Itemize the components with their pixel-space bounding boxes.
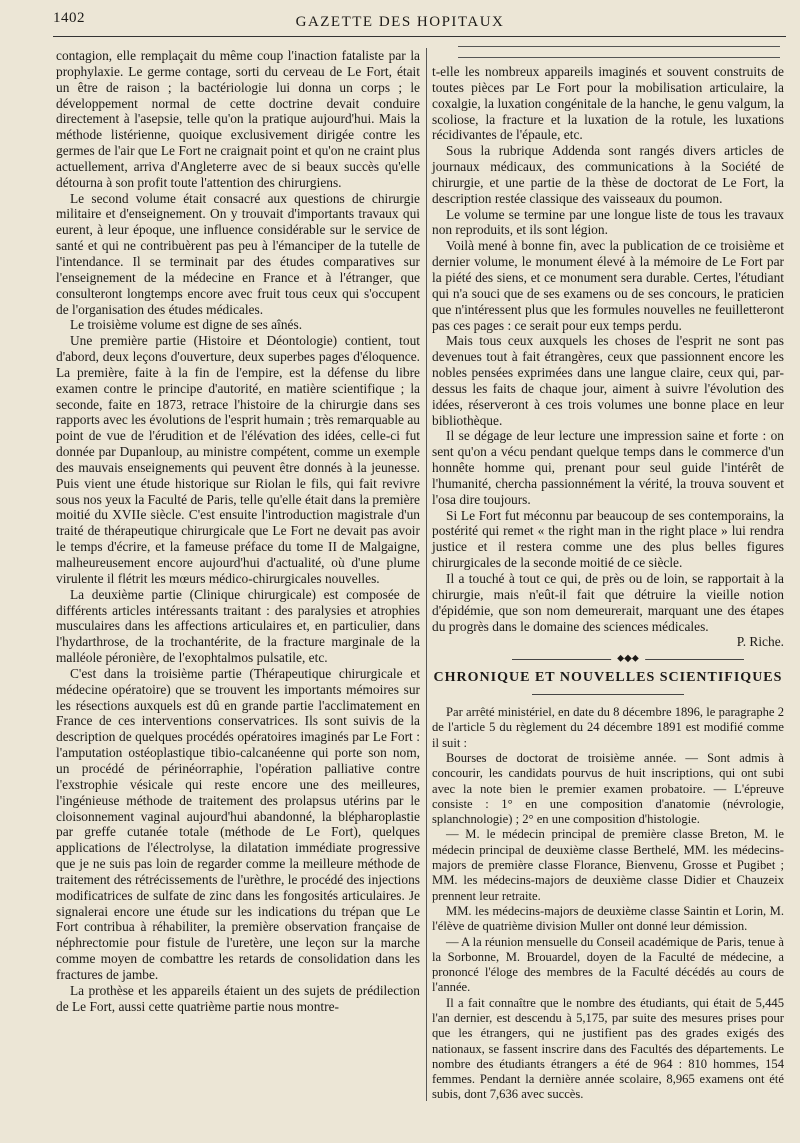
- article-paragraph: C'est dans la troisième partie (Thérapeutique chirurgicale et médecine opératoire) que se trouvent les importants mémoires sur les résections auxquels est dû en grande partie l'acclimatement en France de ces interventions conservatrices. Ils sont suivis de la description de quelques procédés opératoires imaginés par Le Fort : l'amputation ostéoplastique tibio-calcanéenne qui porte son nom, un procédé de périnéorraphie, l'opération palliative contre l'exstrophie vésicale qui reste encore une des meilleures, l'ingénieuse méthode de traitement des prolapsus utérins par le cloisonnement vaginal aujourd'hui abandonné, la blépharoplastie par greffe cutanée totale (méthode de Le Fort), quelques applications de l'électrolyse, la dilatation immédiate progressive que je ne suis pas loin de regarder comme la meilleure méthode de traitement des rétrécissements de l'urèthre, le procédé des injections modificatrices de sulfate de zinc dans les fongosités articulaires. Je signalerai encore une étude sur les indications du trépan que Le Fort contribua à réhabiliter, la première observation française de néphrectomie pour fistule de l'uretère, une leçon sur la marche comme moyen de combattre les retards de consolidation dans les fractures de jambe.: [56, 665, 420, 982]
- article-paragraph: Sous la rubrique Addenda sont rangés divers articles de journaux médicaux, des communications à la Société de chirurgie, et une partie de la thèse de doctorat de Le Fort, la description restée classique des vaisseaux du poumon.: [432, 143, 784, 206]
- article-paragraph: Une première partie (Histoire et Déontologie) contient, tout d'abord, deux leçons d'ouverture, deux superbes pages d'éloquence. La première, faite à la fin de l'empire, est la défense du libre examen contre le principe d'autorité, en matière scientifique ; la seconde, faite en 1873, retrace l'histoire de la chirurgie dans ses rapports avec les évolutions de l'esprit humain ; très remarquable au point de vue de l'érudition et de l'élévation des idées, celle-ci fut donnée par Dupanloup, au ministre compétent, comme un exemple des mauvais enseignements qui peuvent être donnés à la jeunesse. Puis vient une étude historique sur Riolan le fils, qui fait revivre sous nos yeux la Faculté de Paris, telle qu'elle était dans la première moitié du XVIIe siècle. C'est ensuite l'introduction magistrale d'un traité de thérapeutique chirurgicale que Le Fort ne devait pas avoir le temps d'écrire, et la fameuse préface du tome II de Malgaigne, malheureusement encore aujourd'hui d'actualité, où d'une plume virulente il flétrit les mœurs médico-chirurgicales nouvelles.: [56, 333, 420, 586]
- column-divider: [426, 48, 427, 1101]
- top-double-rule: [458, 46, 780, 58]
- news-item: — M. le médecin principal de première classe Breton, M. le médecin principal de deuxième classe Berthelé, MM. les médecins-majors de première classe Florance, Bienvenu, Grosse et Pugibet ; MM. les médecins-majors de deuxième classe Didier et Chauzeix prennent leur retraite.: [432, 827, 784, 903]
- article-paragraph: Le volume se termine par une longue liste de tous les travaux non reproduits, et ils sont légion.: [432, 206, 784, 238]
- article-paragraph: Le second volume était consacré aux questions de chirurgie militaire et d'enseignement. On y trouvait d'importants travaux qui eurent, à leur époque, une influence considérable sur le service de santé et qui ne contribuèrent pas peu à l'émanciper de la tutelle de l'intendance. Il se terminait par des études comparatives sur l'enseignement de la médecine en France et à l'étranger, que consulteront longtemps encore avec fruit tous ceux qui s'occupent de l'organisation des études médicales.: [56, 190, 420, 317]
- page-number: 1402: [53, 10, 85, 26]
- article-paragraph: La prothèse et les appareils étaient un des sujets de prédilection de Le Fort, aussi cette quatrième partie nous montre-: [56, 982, 420, 1014]
- article-paragraph: La deuxième partie (Clinique chirurgicale) est composée de différents articles intéressants traitant : des paralysies et atrophies musculaires dans les affections articulaires et, en particulier, dans l'hydarthrose, de la trochantérite, de la fracture marginale de la malléole péronière, de l'exophtalmos pulsatile, etc.: [56, 586, 420, 666]
- news-item: Bourses de doctorat de troisième année. — Sont admis à concourir, les candidats pourvus de huit inscriptions, qui ont subi avec la note bien le premier examen probatoire. — L'épreuve consiste : 1° en une composition d'anatomie (névrologie, splanchnologie) ; 2° en une composition d'histologie.: [432, 750, 784, 827]
- author-signature: P. Riche.: [736, 634, 784, 650]
- section-title-rule: [532, 694, 684, 695]
- article-paragraph: Il se dégage de leur lecture une impression saine et forte : on sent qu'on a vécu pendant quelque temps dans le commerce d'un honnête homme qui, prenant pour seul guide l'intérêt de l'humanité, chercha passionnément la vérité, la trouva souvent et l'osa dire toujours.: [432, 428, 784, 507]
- running-title: GAZETTE DES HOPITAUX: [295, 14, 505, 30]
- article-paragraph: Il a touché à tout ce qui, de près ou de loin, se rapportait à la chirurgie, mais n'eût-il fait que détruire la vieille notion d'épidémie, que son nom demeurerait, marquant une des étapes du progrès dans le domaine des sciences médicales.: [432, 571, 784, 634]
- article-paragraph: Mais tous ceux auxquels les choses de l'esprit ne sont pas devenues tout à fait étrangères, ceux que passionnent encore les nobles pensées exprimées dans une langue claire, ceux qui, par-dessus les faits de chaque jour, aiment à suivre l'évolution des idées, réserveront à ces trois volumes une bonne place en leur bibliothèque.: [432, 333, 784, 428]
- news-item: Il a fait connaître que le nombre des étudiants, qui était de 5,445 l'an dernier, est descendu à 5,175, par suite des mesures prises pour que les étrangers, qui ne justifient pas des grades exigés des nationaux, se fassent inscrire dans des Facultés des départements. Le nombre des étudiants étrangers a été de 964 : 810 hommes, 154 femmes. Pendant la dernière année scolaire, 8,965 examens ont été subis, dont 7,636 avec succès.: [432, 995, 784, 1102]
- chronique-body: [432, 705, 784, 1103]
- separator-ornament: ⬥◆⬥: [611, 652, 645, 666]
- news-item: MM. les médecins-majors de deuxième classe Saintin et Lorin, M. l'élève de quatrième division Muller ont donné leur démission.: [432, 903, 784, 934]
- header-rule: [53, 36, 786, 37]
- news-item: — A la réunion mensuelle du Conseil académique de Paris, tenue à la Sorbonne, M. Brouardel, doyen de la Faculté de médecine, a prononcé l'éloge des membres de la Faculté décédés au cours de l'année.: [432, 934, 784, 995]
- news-item: Par arrêté ministériel, en date du 8 décembre 1896, le paragraphe 2 de l'article 5 du règlement du 24 décembre 1891 est modifié comme il suit :: [432, 705, 784, 750]
- section-title: CHRONIQUE ET NOUVELLES SCIENTIFIQUES: [433, 670, 783, 686]
- article-paragraph: Le troisième volume est digne de ses aînés.: [70, 317, 303, 333]
- right-column: [432, 46, 784, 1103]
- article-paragraph: t-elle les nombreux appareils imaginés et souvent construits de toutes pièces par Le Fort pour la mobilisation articulaire, la coxalgie, la luxation congénitale de la hanche, le genu valgum, la scoliose, la fracture et la luxation de la rotule, les luxations récidivantes de l'épaule, etc.: [432, 64, 784, 143]
- article-paragraph: contagion, elle remplaçait du même coup l'inaction fataliste par la prophylaxie. Le germe contage, sorti du cerveau de Le Fort, était un être de raison ; la bactériologie lui donna un corps ; le développement normal de cette doctrine devait conduire directement à l'asepsie, telle qu'on la pratique aujourd'hui. Mais la méthode listérienne, quoique exclusivement dirigée contre les germes de l'air que Le Fort ne craignait point et qu'on ne craint plus actuellement, arriva d'Angleterre avec de si beaux succès qu'elle détourna à son profit toute l'attention des chirurgiens.: [56, 48, 420, 190]
- article-paragraph: Si Le Fort fut méconnu par beaucoup de ses contemporains, la postérité qui remet « the right man in the right place » lui rendra justice et il restera comme une des plus belles figures chirurgicales de la seconde moitié de ce siècle.: [432, 507, 784, 571]
- section-separator: [512, 654, 744, 664]
- article-paragraph: Voilà mené à bonne fin, avec la publication de ce troisième et dernier volume, le monument élevé à la mémoire de Le Fort par la piété des siens, et ce monument sera durable. Certes, l'étudiant qui n'a souci que de ses examens ou de ses concours, le praticien que n'intéressent plus que les formules nouvelles ne feuilletteront pas ces pages : ce serait pour eux temps perdu.: [432, 238, 784, 333]
- left-column: [56, 48, 420, 1014]
